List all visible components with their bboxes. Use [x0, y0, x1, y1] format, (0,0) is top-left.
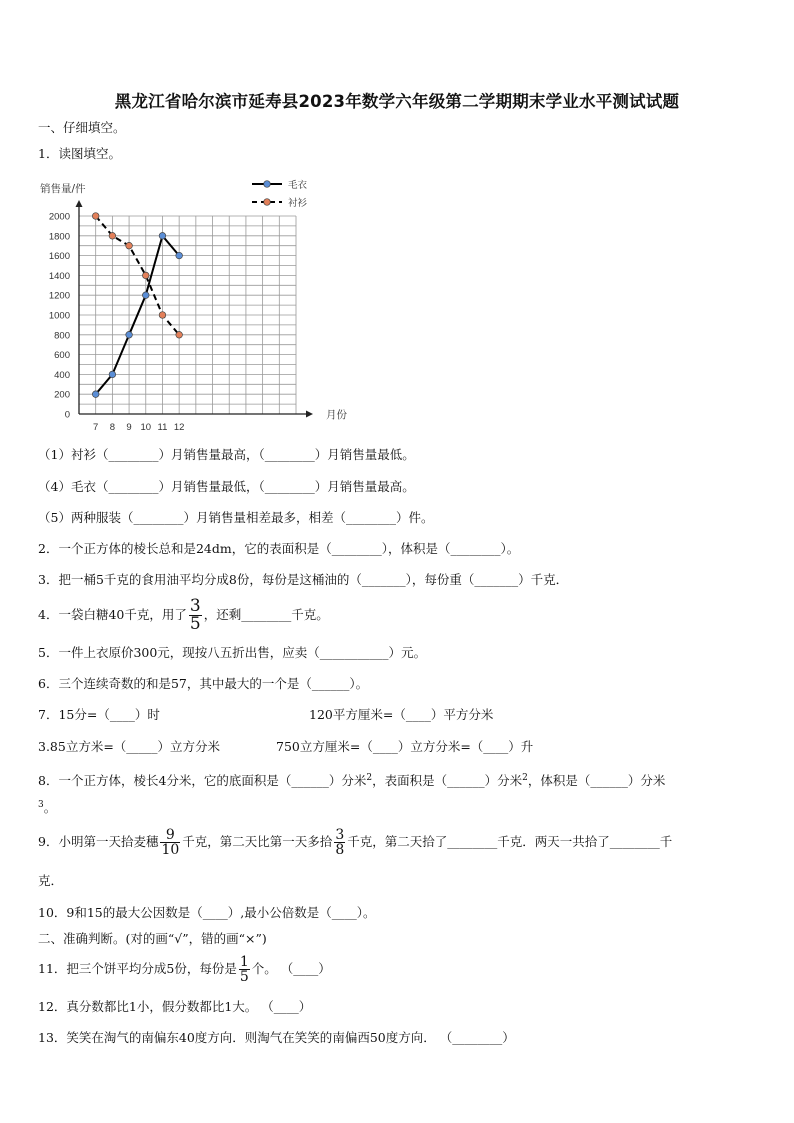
fraction-numerator: 3 — [335, 827, 345, 843]
fraction-numerator: 1 — [239, 954, 249, 970]
y-tick-label: 1800 — [48, 231, 70, 243]
legend-label: 毛衣 — [288, 180, 308, 191]
y-tick-label: 1400 — [48, 270, 70, 282]
y-tick-label: 800 — [54, 330, 70, 342]
x-axis-arrow — [306, 411, 313, 418]
fraction-three-eighths — [334, 828, 345, 857]
section-heading-true-false: 二、准确判断。(对的画“√”，错的画“×”) — [38, 931, 267, 946]
x-tick-label: 7 — [93, 422, 99, 433]
question-13: 13．笑笑在淘气的南偏东40度方向．则淘气在笑笑的南偏西50度方向． （________） — [38, 1030, 515, 1045]
exponent-2: 2 — [366, 773, 373, 783]
question-8-text-b: ，表面积是（______）分米 — [372, 773, 523, 789]
question-9 — [38, 828, 672, 857]
sales-line-chart — [34, 170, 347, 433]
question-7-cubic-meters: 3.85立方米=（_____）立方分米 — [38, 739, 221, 754]
fraction-numerator: 3 — [189, 596, 201, 616]
y-tick-label: 0 — [64, 409, 70, 421]
question-4 — [38, 598, 329, 633]
data-point — [159, 312, 166, 319]
question-9-text-a: 9．小明第一天拾麦穗 — [38, 834, 159, 849]
question-8 — [38, 770, 665, 789]
question-2: 2．一个正方体的棱长总和是24dm，它的表面积是（________），体积是（________）。 — [38, 541, 520, 556]
fraction-nine-tenths — [160, 828, 180, 857]
y-tick-label: 400 — [54, 369, 70, 381]
question-1-heading: 1．读图填空。 — [38, 146, 121, 161]
question-11 — [38, 955, 331, 984]
data-point — [142, 272, 149, 279]
data-point — [142, 292, 149, 299]
data-point — [92, 213, 99, 220]
page-title: 黑龙江省哈尔滨市延寿县2023年数学六年级第二学期期末学业水平测试试题 — [114, 92, 680, 111]
fraction-three-fifths — [189, 598, 202, 633]
question-8-text-a: 8．一个正方体，棱长4分米，它的底面积是（______）分米 — [38, 773, 367, 789]
question-11-text-b: 个。 （____） — [251, 961, 331, 976]
x-axis-label: 月份 — [326, 409, 347, 421]
fraction-denominator: 10 — [161, 842, 180, 858]
y-axis-arrow — [76, 200, 83, 207]
legend-label: 衬衫 — [288, 198, 308, 209]
question-6: 6．三个连续奇数的和是57，其中最大的一个是（______）。 — [38, 676, 369, 691]
section-heading-fill-in: 一、仔细填空。 — [38, 120, 126, 135]
fraction-numerator: 9 — [160, 828, 180, 843]
question-4-text-a: 4．一袋白糖40千克，用了 — [38, 607, 187, 622]
data-point — [126, 242, 133, 249]
question-7-cubic-cm: 750立方厘米=（____）立方分米=（____）升 — [276, 739, 534, 754]
question-1-part-5: （5）两种服装（________）月销售量相差最多，相差（________）件。 — [38, 510, 434, 525]
question-11-text-a: 11．把三个饼平均分成5份，每份是 — [38, 961, 237, 976]
data-point — [126, 332, 133, 339]
y-tick-label: 1600 — [48, 251, 70, 263]
y-tick-label: 1000 — [48, 310, 70, 322]
question-1-part-1: （1）衬衫（________）月销售量最高，（________）月销售量最低。 — [38, 447, 415, 462]
x-tick-label: 10 — [140, 422, 152, 433]
fraction-one-fifth — [239, 955, 250, 984]
question-3: 3．把一桶5千克的食用油平均分成8份，每份是这桶油的（_______），每份重（_______）千克． — [38, 572, 569, 587]
data-point — [109, 233, 116, 240]
fraction-denominator: 5 — [189, 614, 201, 634]
data-point — [176, 332, 183, 339]
y-tick-label: 600 — [54, 350, 70, 362]
question-8-text-c: ，体积是（______）分米 — [527, 773, 666, 789]
question-5: 5．一件上衣原价300元，现按八五折出售，应卖（___________）元。 — [38, 645, 427, 660]
x-tick-label: 11 — [157, 422, 168, 433]
question-8-text-d: 。 — [43, 800, 57, 816]
question-9-text-c: 千克，第二天拾了________千克．两天一共拾了________千 — [347, 834, 673, 849]
data-point — [176, 252, 183, 259]
fraction-denominator: 8 — [335, 842, 345, 858]
question-10: 10．9和15的最大公因数是（____）,最小公倍数是（____）。 — [38, 905, 376, 920]
data-point — [159, 233, 166, 240]
x-tick-label: 8 — [109, 422, 116, 433]
data-point — [109, 371, 116, 378]
legend-marker — [264, 199, 271, 206]
question-7-minutes: 7．15分=（____）时 — [38, 707, 160, 722]
exponent-3: 3 — [38, 800, 44, 810]
data-point — [92, 391, 99, 398]
exponent-2: 2 — [522, 773, 528, 783]
y-axis-label: 销售量/件 — [40, 183, 86, 195]
y-tick-label: 200 — [54, 389, 70, 401]
question-1-part-4: （4）毛衣（________）月销售量最低，（________）月销售量最高。 — [38, 479, 415, 494]
x-tick-label: 9 — [126, 422, 132, 433]
legend-marker — [264, 181, 271, 188]
x-tick-label: 12 — [173, 422, 185, 433]
question-7-area: 120平方厘米=（____）平方分米 — [309, 707, 494, 722]
y-tick-label: 2000 — [48, 211, 70, 223]
question-12: 12．真分数都比1小，假分数都比1大。 （____） — [38, 999, 312, 1014]
question-8-continued — [38, 797, 56, 816]
question-4-text-b: ，还剩________千克。 — [203, 607, 329, 622]
y-tick-label: 1200 — [48, 290, 70, 302]
question-9-text-b: 千克，第二天比第一天多拾 — [182, 834, 333, 849]
question-9-continued: 克． — [38, 873, 64, 888]
fraction-denominator: 5 — [239, 969, 249, 985]
